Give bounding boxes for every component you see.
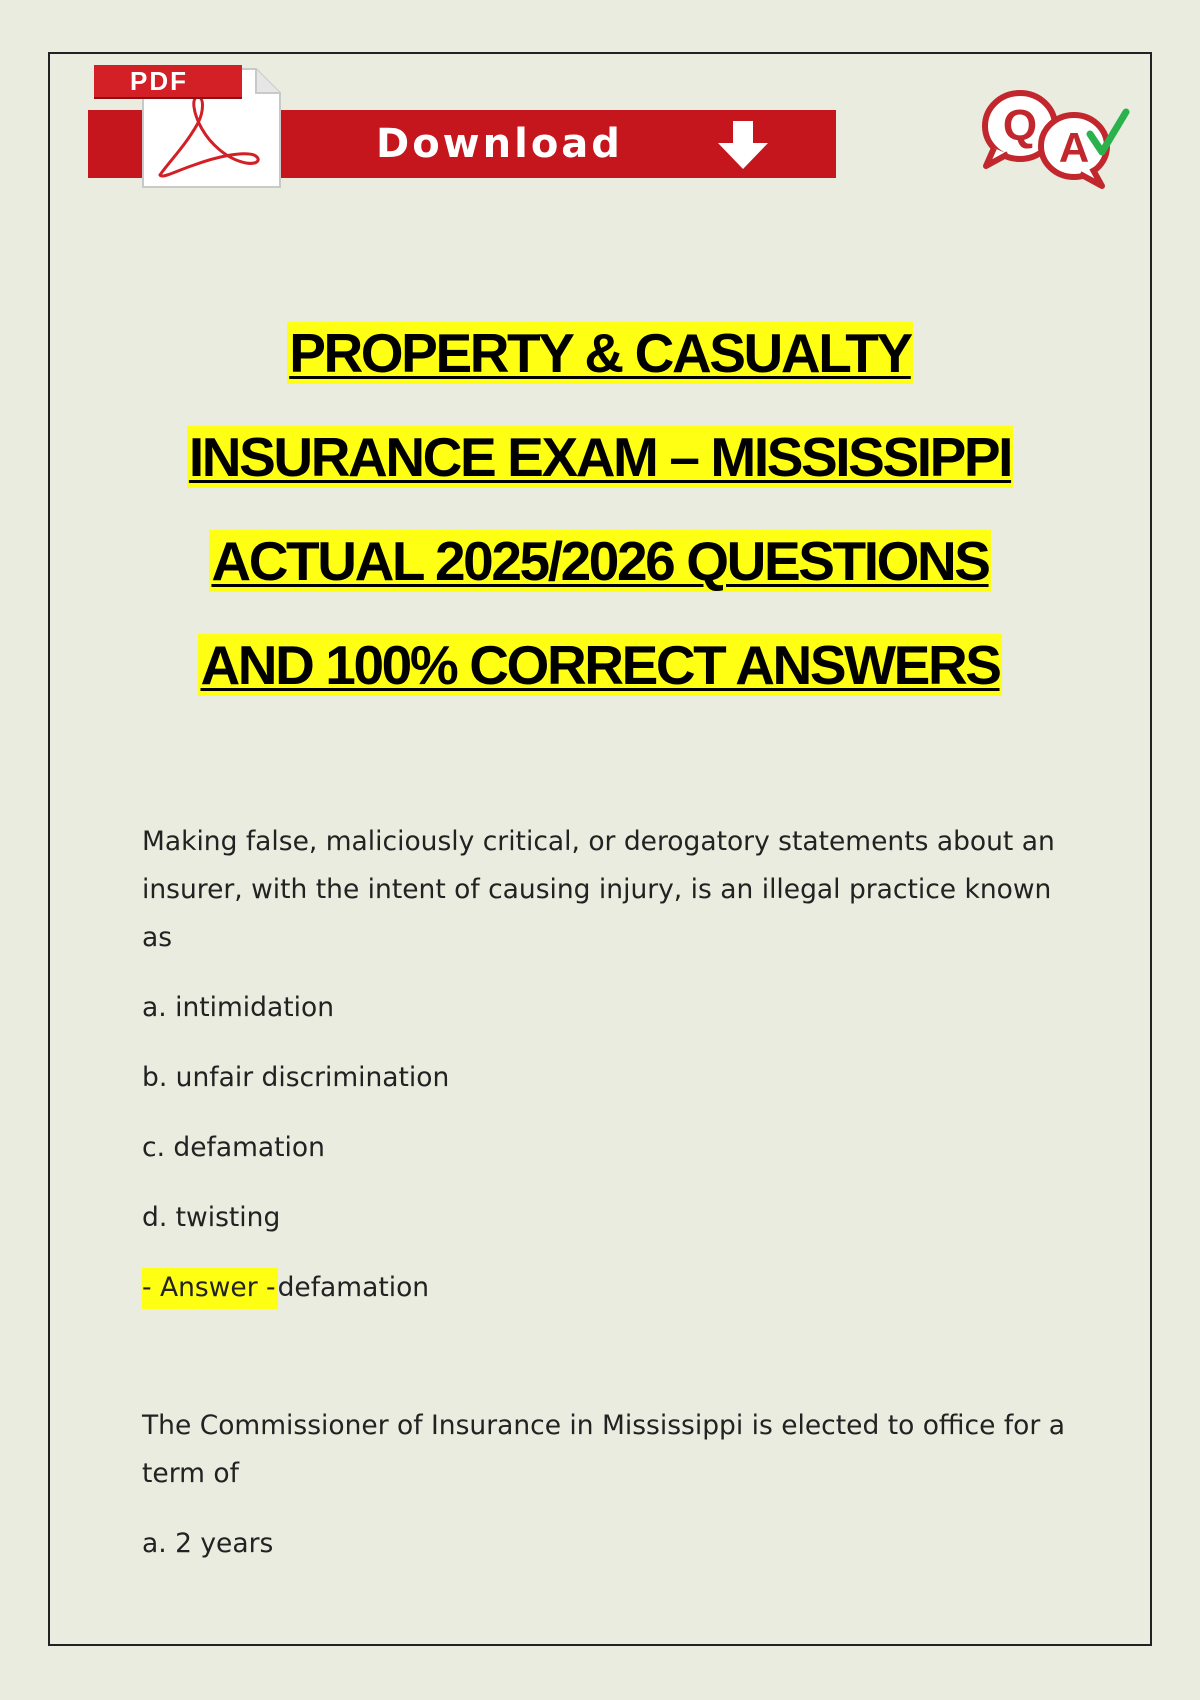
answer-option: a. intimidation: [142, 992, 334, 1023]
answer-option: a. 2 years: [142, 1528, 274, 1559]
answer-value: defamation: [277, 1272, 430, 1303]
qa-checkmark-logo: [980, 82, 1130, 190]
question-spacer: [142, 1312, 1072, 1402]
question-block: [142, 818, 1072, 1312]
document-title: [48, 318, 1152, 734]
answer-option: b. unfair discrimination: [142, 1062, 450, 1093]
title-line: PROPERTY & CASUALTY: [289, 322, 911, 384]
download-banner[interactable]: [88, 65, 836, 190]
question-block: [142, 1402, 1072, 1568]
title-line: ACTUAL 2025/2026 QUESTIONS: [211, 530, 989, 592]
title-line: AND 100% CORRECT ANSWERS: [200, 634, 1000, 696]
title-line: INSURANCE EXAM – MISSISSIPPI: [188, 426, 1012, 488]
pdf-tag: PDF: [94, 65, 242, 97]
answer-option: d. twisting: [142, 1202, 281, 1233]
answer-option: c. defamation: [142, 1132, 325, 1163]
answer-tag: - Answer -: [142, 1268, 278, 1309]
question-list: [142, 818, 1072, 1590]
download-arrow-icon[interactable]: [714, 117, 772, 173]
download-label[interactable]: Download: [376, 121, 623, 167]
logo-letter-a: A: [1058, 124, 1090, 171]
correct-answer: [142, 1264, 1072, 1312]
logo-letter-q: Q: [1002, 101, 1038, 150]
question-text: The Commissioner of Insurance in Mississippi is elected to office for a term of: [142, 1410, 1065, 1489]
question-text: Making false, maliciously critical, or derogatory statements about an insurer, with the intent of causing injury, is an illegal practice known as: [142, 826, 1055, 953]
